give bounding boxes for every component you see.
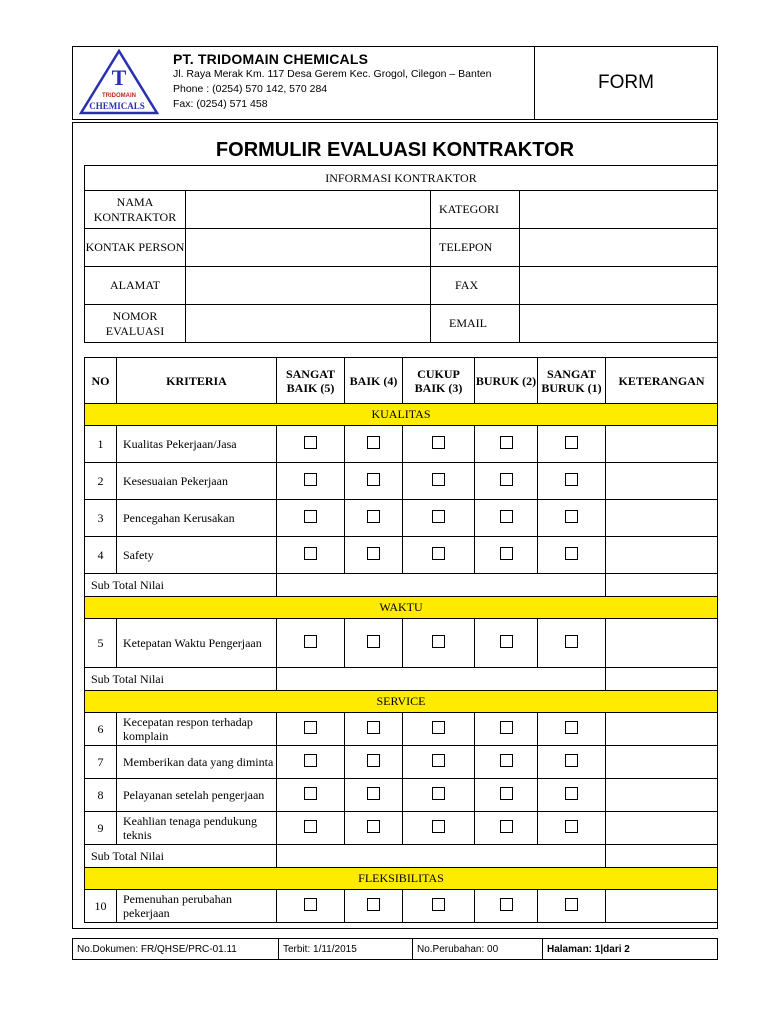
rating-checkbox[interactable] [304, 473, 317, 486]
col-kriteria: KRITERIA [117, 358, 277, 404]
rating-cell [345, 713, 403, 746]
subtotal-row [85, 668, 718, 691]
rating-cell [345, 463, 403, 500]
criteria-label: Ketepatan Waktu Pengerjaan [117, 619, 277, 668]
criteria-label: Kualitas Pekerjaan/Jasa [117, 426, 277, 463]
criteria-label: Memberikan data yang diminta [117, 746, 277, 779]
rating-checkbox[interactable] [432, 510, 445, 523]
footer-perubahan: No.Perubahan: 00 [413, 939, 543, 959]
form-label: FORM [598, 72, 654, 93]
rating-checkbox[interactable] [565, 754, 578, 767]
rating-cell [475, 779, 538, 812]
rating-checkbox[interactable] [304, 820, 317, 833]
criteria-label: Pelayanan setelah pengerjaan [117, 779, 277, 812]
info-field-telepon[interactable] [520, 229, 718, 267]
criteria-number: 10 [85, 890, 117, 923]
info-caption: INFORMASI KONTRAKTOR [85, 166, 718, 191]
subtotal-keterangan[interactable] [606, 845, 718, 868]
rating-cell [403, 426, 475, 463]
rating-cell [475, 619, 538, 668]
criteria-row [85, 746, 718, 779]
document-footer [72, 938, 718, 960]
subtotal-label: Sub Total Nilai [85, 668, 277, 691]
rating-cell [475, 463, 538, 500]
rating-checkbox[interactable] [565, 635, 578, 648]
criteria-row [85, 779, 718, 812]
rating-cell [277, 812, 345, 845]
rating-cell [277, 619, 345, 668]
rating-checkbox[interactable] [500, 721, 513, 734]
rating-cell [403, 812, 475, 845]
rating-checkbox[interactable] [304, 510, 317, 523]
company-phone: Phone : (0254) 570 142, 570 284 [173, 83, 328, 95]
rating-checkbox[interactable] [500, 820, 513, 833]
rating-cell [538, 537, 606, 574]
criteria-label: Pemenuhan perubahan pekerjaan [117, 890, 277, 923]
company-info [173, 47, 535, 119]
rating-cell [345, 537, 403, 574]
rating-cell [403, 890, 475, 923]
rating-checkbox[interactable] [565, 721, 578, 734]
rating-checkbox[interactable] [565, 898, 578, 911]
rating-checkbox[interactable] [500, 473, 513, 486]
rating-cell [538, 890, 606, 923]
rating-checkbox[interactable] [500, 754, 513, 767]
rating-cell [538, 463, 606, 500]
section-header [85, 404, 718, 426]
rating-cell [475, 500, 538, 537]
rating-cell [277, 537, 345, 574]
rating-checkbox[interactable] [432, 787, 445, 800]
info-field-fax[interactable] [520, 267, 718, 305]
info-label-telepon: TELEPON [431, 229, 520, 267]
section-header [85, 691, 718, 713]
company-fax: Fax: (0254) 571 458 [173, 98, 268, 110]
svg-text:CHEMICALS: CHEMICALS [89, 101, 145, 111]
rating-cell [538, 619, 606, 668]
info-label-email: EMAIL [431, 305, 520, 343]
criteria-row [85, 463, 718, 500]
section-title: FLEKSIBILITAS [85, 868, 718, 890]
rating-checkbox[interactable] [500, 635, 513, 648]
rating-checkbox[interactable] [565, 820, 578, 833]
rating-checkbox[interactable] [367, 436, 380, 449]
rating-cell [475, 713, 538, 746]
subtotal-value[interactable] [277, 574, 606, 597]
company-name: PT. TRIDOMAIN CHEMICALS [173, 51, 369, 67]
subtotal-keterangan[interactable] [606, 574, 718, 597]
subtotal-label: Sub Total Nilai [85, 574, 277, 597]
info-field-email[interactable] [520, 305, 718, 343]
rating-cell [277, 426, 345, 463]
rating-checkbox[interactable] [367, 754, 380, 767]
rating-checkbox[interactable] [432, 820, 445, 833]
keterangan-field[interactable] [606, 746, 718, 779]
criteria-row [85, 890, 718, 923]
criteria-row [85, 713, 718, 746]
rating-cell [538, 779, 606, 812]
rating-cell [345, 426, 403, 463]
rating-cell [403, 619, 475, 668]
rating-checkbox[interactable] [304, 635, 317, 648]
section-title: SERVICE [85, 691, 718, 713]
evaluation-table [84, 357, 718, 923]
section-header [85, 597, 718, 619]
rating-checkbox[interactable] [432, 754, 445, 767]
rating-checkbox[interactable] [565, 787, 578, 800]
rating-checkbox[interactable] [304, 787, 317, 800]
rating-cell [345, 890, 403, 923]
col-sangat-baik: SANGAT BAIK (5) [277, 358, 345, 404]
rating-cell [277, 779, 345, 812]
subtotal-row [85, 845, 718, 868]
footer-terbit: Terbit: 1/11/2015 [279, 939, 413, 959]
rating-checkbox[interactable] [367, 473, 380, 486]
info-field-alamat[interactable] [186, 267, 431, 305]
rating-checkbox[interactable] [500, 898, 513, 911]
section-header [85, 868, 718, 890]
rating-checkbox[interactable] [500, 510, 513, 523]
rating-cell [403, 713, 475, 746]
rating-checkbox[interactable] [500, 787, 513, 800]
rating-cell [277, 500, 345, 537]
rating-cell [403, 537, 475, 574]
rating-checkbox[interactable] [565, 547, 578, 560]
subtotal-keterangan[interactable] [606, 668, 718, 691]
criteria-number: 5 [85, 619, 117, 668]
rating-cell [538, 426, 606, 463]
section-title: KUALITAS [85, 404, 718, 426]
rating-checkbox[interactable] [432, 436, 445, 449]
rating-checkbox[interactable] [304, 547, 317, 560]
rating-checkbox[interactable] [367, 721, 380, 734]
rating-cell [403, 463, 475, 500]
criteria-row [85, 812, 718, 845]
rating-cell [277, 463, 345, 500]
criteria-number: 2 [85, 463, 117, 500]
keterangan-field[interactable] [606, 890, 718, 923]
rating-cell [538, 812, 606, 845]
document-header [72, 46, 718, 120]
svg-text:T: T [111, 65, 127, 90]
criteria-label: Pencegahan Kerusakan [117, 500, 277, 537]
company-logo [73, 47, 173, 119]
rating-checkbox[interactable] [432, 635, 445, 648]
keterangan-field[interactable] [606, 812, 718, 845]
rating-cell [345, 779, 403, 812]
col-baik: BAIK (4) [345, 358, 403, 404]
section-title: WAKTU [85, 597, 718, 619]
rating-checkbox[interactable] [304, 436, 317, 449]
rating-checkbox[interactable] [367, 547, 380, 560]
info-label-nama: NAMA KONTRAKTOR [85, 191, 186, 229]
rating-cell [277, 746, 345, 779]
info-label-alamat: ALAMAT [85, 267, 186, 305]
col-buruk: BURUK (2) [475, 358, 538, 404]
rating-cell [403, 500, 475, 537]
criteria-row [85, 500, 718, 537]
criteria-number: 4 [85, 537, 117, 574]
keterangan-field[interactable] [606, 779, 718, 812]
criteria-number: 1 [85, 426, 117, 463]
keterangan-field[interactable] [606, 713, 718, 746]
rating-checkbox[interactable] [367, 787, 380, 800]
rating-checkbox[interactable] [432, 473, 445, 486]
keterangan-field[interactable] [606, 500, 718, 537]
subtotal-value[interactable] [277, 668, 606, 691]
info-label-fax: FAX [431, 267, 520, 305]
info-field-nama[interactable] [186, 191, 431, 229]
contractor-info-table [84, 165, 718, 343]
rating-checkbox[interactable] [432, 547, 445, 560]
rating-cell [345, 619, 403, 668]
keterangan-field[interactable] [606, 463, 718, 500]
subtotal-value[interactable] [277, 845, 606, 868]
keterangan-field[interactable] [606, 619, 718, 668]
rating-checkbox[interactable] [432, 898, 445, 911]
rating-cell [277, 890, 345, 923]
info-label-kontak: KONTAK PERSON [85, 229, 186, 267]
criteria-row [85, 619, 718, 668]
rating-cell [538, 713, 606, 746]
rating-checkbox[interactable] [304, 898, 317, 911]
col-no: NO [85, 358, 117, 404]
rating-checkbox[interactable] [500, 547, 513, 560]
criteria-label: Keahlian tenaga pendukung teknis [117, 812, 277, 845]
rating-checkbox[interactable] [367, 510, 380, 523]
logo-triangle-icon [73, 47, 173, 119]
col-sangat-buruk: SANGAT BURUK (1) [538, 358, 606, 404]
svg-text:TRIDOMAIN: TRIDOMAIN [102, 93, 136, 99]
criteria-label: Kecepatan respon terhadap komplain [117, 713, 277, 746]
page-title: FORMULIR EVALUASI KONTRAKTOR [215, 139, 575, 161]
keterangan-field[interactable] [606, 426, 718, 463]
info-label-nomor: NOMOR EVALUASI [85, 305, 186, 343]
rating-cell [277, 713, 345, 746]
rating-cell [345, 746, 403, 779]
rating-checkbox[interactable] [432, 721, 445, 734]
footer-dokumen: No.Dokumen: FR/QHSE/PRC-01.11 [73, 939, 279, 959]
criteria-number: 9 [85, 812, 117, 845]
col-keterangan: KETERANGAN [606, 358, 718, 404]
rating-checkbox[interactable] [500, 436, 513, 449]
rating-cell [475, 746, 538, 779]
rating-checkbox[interactable] [565, 473, 578, 486]
rating-cell [345, 812, 403, 845]
footer-halaman: Halaman: 1|dari 2 [547, 943, 630, 955]
keterangan-field[interactable] [606, 537, 718, 574]
info-field-kategori[interactable] [520, 191, 718, 229]
criteria-label: Safety [117, 537, 277, 574]
rating-cell [538, 500, 606, 537]
rating-cell [345, 500, 403, 537]
rating-checkbox[interactable] [367, 898, 380, 911]
rating-cell [403, 779, 475, 812]
rating-checkbox[interactable] [367, 820, 380, 833]
criteria-row [85, 537, 718, 574]
rating-checkbox[interactable] [565, 510, 578, 523]
criteria-number: 7 [85, 746, 117, 779]
rating-cell [475, 812, 538, 845]
info-field-kontak[interactable] [186, 229, 431, 267]
criteria-number: 8 [85, 779, 117, 812]
criteria-label: Kesesuaian Pekerjaan [117, 463, 277, 500]
rating-checkbox[interactable] [565, 436, 578, 449]
subtotal-row [85, 574, 718, 597]
info-field-nomor[interactable] [186, 305, 431, 343]
rating-checkbox[interactable] [367, 635, 380, 648]
company-address: Jl. Raya Merak Km. 117 Desa Gerem Kec. Grogol, Cilegon – Banten [173, 68, 492, 80]
rating-cell [475, 890, 538, 923]
rating-cell [475, 426, 538, 463]
info-label-kategori: KATEGORI [431, 191, 520, 229]
rating-cell [475, 537, 538, 574]
rating-checkbox[interactable] [304, 721, 317, 734]
subtotal-label: Sub Total Nilai [85, 845, 277, 868]
criteria-number: 3 [85, 500, 117, 537]
rating-checkbox[interactable] [304, 754, 317, 767]
rating-cell [538, 746, 606, 779]
criteria-number: 6 [85, 713, 117, 746]
col-cukup-baik: CUKUP BAIK (3) [403, 358, 475, 404]
criteria-row [85, 426, 718, 463]
rating-cell [403, 746, 475, 779]
